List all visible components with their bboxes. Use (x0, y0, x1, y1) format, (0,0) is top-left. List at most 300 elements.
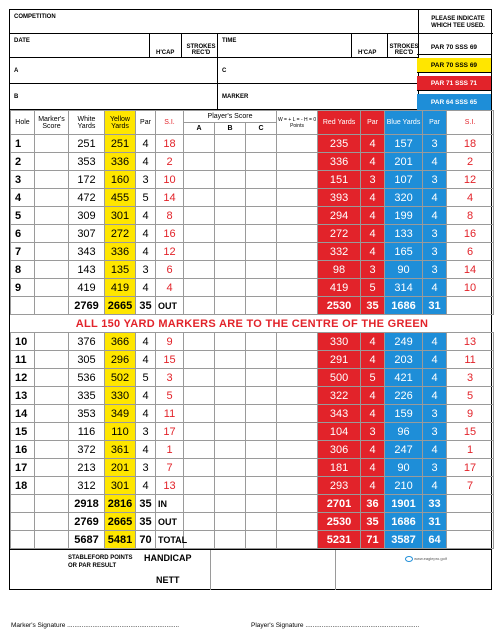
score-b-cell[interactable] (215, 369, 246, 387)
eaglepro-logo-icon (405, 556, 413, 562)
blue-par: 3 (423, 261, 447, 279)
blank-cell (447, 531, 494, 549)
total-score-b[interactable] (215, 531, 246, 549)
strokes-recd-label: STROKES REC'D (186, 44, 216, 56)
white-yards: 353 (69, 153, 105, 171)
tee-red[interactable]: PAR 71 SSS 71 (417, 76, 491, 91)
blank-cell (11, 297, 35, 315)
white-yards: 143 (69, 261, 105, 279)
total-label: TOTAL (156, 531, 184, 549)
please-indicate-label: PLEASE INDICATE WHICH TEE USED. (431, 16, 485, 29)
par: 4 (136, 387, 156, 405)
scorecard-footer (10, 549, 491, 589)
hole-number: 10 (11, 333, 35, 351)
strokes-recd-label-2: STROKES REC'D (389, 44, 419, 56)
hole-number: 18 (11, 477, 35, 495)
blank-cell (447, 297, 494, 315)
blue-yards: 133 (385, 225, 423, 243)
score-a-cell[interactable] (184, 405, 215, 423)
white-yards: 309 (69, 207, 105, 225)
score-a-cell[interactable] (184, 441, 215, 459)
blue-stroke-index: 3 (447, 369, 494, 387)
markers-score-cell[interactable] (35, 243, 69, 261)
stroke-index: 2 (156, 153, 184, 171)
stroke-index: 13 (156, 477, 184, 495)
score-a-cell[interactable] (184, 261, 215, 279)
hole-number: 7 (11, 243, 35, 261)
nett-label: NETT (156, 575, 180, 585)
stroke-index: 3 (156, 369, 184, 387)
scorecard-header (10, 10, 491, 110)
website-text: www.eaglepro.golf (405, 556, 447, 562)
blue-stroke-index: 7 (447, 477, 494, 495)
points-cell[interactable] (277, 441, 318, 459)
stroke-index: 5 (156, 387, 184, 405)
points-cell[interactable] (277, 423, 318, 441)
par: 4 (136, 441, 156, 459)
total-score-b[interactable] (215, 495, 246, 513)
hole-row-10 (11, 333, 494, 351)
points-cell[interactable] (277, 405, 318, 423)
points-cell[interactable] (277, 459, 318, 477)
hole-row-12 (11, 369, 494, 387)
col-markers-score: Marker's Score (35, 111, 69, 135)
score-a-cell[interactable] (184, 369, 215, 387)
par: 4 (136, 279, 156, 297)
score-c-cell[interactable] (246, 477, 277, 495)
red-par: 5 (361, 369, 385, 387)
yellow-yards: 301 (105, 207, 136, 225)
stroke-index: 18 (156, 135, 184, 153)
blue-stroke-index: 18 (447, 135, 494, 153)
tee-blue[interactable]: PAR 64 SSS 65 (417, 94, 491, 110)
score-a-cell[interactable] (184, 351, 215, 369)
score-b-cell[interactable] (215, 351, 246, 369)
points-cell[interactable] (277, 243, 318, 261)
col-red-yards: Red Yards (318, 111, 361, 135)
points-cell[interactable] (277, 135, 318, 153)
score-c-cell[interactable] (246, 369, 277, 387)
tee-yellow[interactable]: PAR 70 SSS 69 (417, 58, 491, 73)
score-b-cell[interactable] (215, 225, 246, 243)
total-score-b[interactable] (215, 297, 246, 315)
par: 3 (136, 459, 156, 477)
score-c-cell[interactable] (246, 153, 277, 171)
red-yards: 98 (318, 261, 361, 279)
score-c-cell[interactable] (246, 225, 277, 243)
par: 4 (136, 477, 156, 495)
hole-number: 5 (11, 207, 35, 225)
stroke-index: 4 (156, 279, 184, 297)
blank-cell (35, 297, 69, 315)
yellow-yards: 502 (105, 369, 136, 387)
red-par: 4 (361, 135, 385, 153)
score-a-cell[interactable] (184, 135, 215, 153)
total-par: 35 (136, 297, 156, 315)
markers-score-cell[interactable] (35, 423, 69, 441)
total-blue-yards: 3587 (385, 531, 423, 549)
markers-score-cell[interactable] (35, 207, 69, 225)
red-yards: 393 (318, 189, 361, 207)
par: 4 (136, 207, 156, 225)
hole-row-14 (11, 405, 494, 423)
points-cell[interactable] (277, 153, 318, 171)
par: 3 (136, 171, 156, 189)
white-yards: 213 (69, 459, 105, 477)
blue-par: 3 (423, 459, 447, 477)
total-score-c[interactable] (246, 495, 277, 513)
player-a-label: A (14, 68, 19, 74)
red-par: 4 (361, 459, 385, 477)
markers-score-cell[interactable] (35, 387, 69, 405)
score-c-cell[interactable] (246, 423, 277, 441)
col-white-yards: White Yards (69, 111, 105, 135)
par: 4 (136, 351, 156, 369)
blue-stroke-index: 11 (447, 351, 494, 369)
red-par: 4 (361, 477, 385, 495)
points-cell[interactable] (277, 477, 318, 495)
score-b-cell[interactable] (215, 405, 246, 423)
points-cell[interactable] (277, 261, 318, 279)
hole-number: 17 (11, 459, 35, 477)
total-score-a[interactable] (184, 531, 215, 549)
points-cell[interactable] (277, 351, 318, 369)
blue-par: 4 (423, 441, 447, 459)
player-c-label: C (222, 68, 227, 74)
blue-stroke-index: 15 (447, 423, 494, 441)
score-c-cell[interactable] (246, 387, 277, 405)
stroke-index: 16 (156, 225, 184, 243)
total-red-par: 35 (361, 513, 385, 531)
stroke-index: 1 (156, 441, 184, 459)
blue-yards: 421 (385, 369, 423, 387)
par: 4 (136, 333, 156, 351)
red-yards: 336 (318, 153, 361, 171)
stableford-label: STABLEFORD POINTS OR PAR RESULT (68, 555, 133, 569)
score-a-cell[interactable] (184, 243, 215, 261)
total-yellow-yards: 2665 (105, 297, 136, 315)
hole-row-17 (11, 459, 494, 477)
blue-yards: 96 (385, 423, 423, 441)
out-total (11, 297, 494, 315)
white-yards: 172 (69, 171, 105, 189)
blue-stroke-index: 13 (447, 333, 494, 351)
blue-par: 3 (423, 243, 447, 261)
total-red-yards: 5231 (318, 531, 361, 549)
score-b-cell[interactable] (215, 477, 246, 495)
col-players-score: Player's Score (184, 111, 277, 123)
score-c-cell[interactable] (246, 207, 277, 225)
total-label: IN (156, 495, 184, 513)
blue-stroke-index: 4 (447, 189, 494, 207)
score-b-cell[interactable] (215, 135, 246, 153)
white-yards: 419 (69, 279, 105, 297)
yellow-yards: 272 (105, 225, 136, 243)
par: 4 (136, 225, 156, 243)
score-c-cell[interactable] (246, 405, 277, 423)
par: 4 (136, 243, 156, 261)
blank-cell (11, 531, 35, 549)
total-points[interactable] (277, 513, 318, 531)
blue-yards: 314 (385, 279, 423, 297)
yellow-yards: 336 (105, 153, 136, 171)
score-c-cell[interactable] (246, 459, 277, 477)
total-points[interactable] (277, 495, 318, 513)
stroke-index: 11 (156, 405, 184, 423)
score-b-cell[interactable] (215, 243, 246, 261)
time-label: TIME (222, 38, 237, 44)
blue-yards: 210 (385, 477, 423, 495)
total-yellow-yards: 5481 (105, 531, 136, 549)
total-white-yards: 2769 (69, 297, 105, 315)
yellow-yards: 110 (105, 423, 136, 441)
total-red-yards: 2701 (318, 495, 361, 513)
score-c-cell[interactable] (246, 351, 277, 369)
markers-score-cell[interactable] (35, 261, 69, 279)
yellow-yards: 201 (105, 459, 136, 477)
stroke-index: 9 (156, 333, 184, 351)
score-a-cell[interactable] (184, 225, 215, 243)
yellow-yards: 251 (105, 135, 136, 153)
red-yards: 293 (318, 477, 361, 495)
handicap-box[interactable] (210, 550, 336, 590)
points-cell[interactable] (277, 333, 318, 351)
score-b-cell[interactable] (215, 459, 246, 477)
hole-row-4 (11, 189, 494, 207)
markers-score-cell[interactable] (35, 171, 69, 189)
blue-stroke-index: 10 (447, 279, 494, 297)
markers-signature[interactable]: Marker's Signature .............................................................. (11, 622, 180, 629)
total-score-c[interactable] (246, 297, 277, 315)
markers-score-cell[interactable] (35, 225, 69, 243)
hole-row-2 (11, 153, 494, 171)
par: 3 (136, 261, 156, 279)
total-par: 35 (136, 513, 156, 531)
blank-cell (35, 495, 69, 513)
blue-yards: 90 (385, 459, 423, 477)
white-yards: 376 (69, 333, 105, 351)
blue-par: 4 (423, 333, 447, 351)
hole-number: 4 (11, 189, 35, 207)
yellow-yards: 349 (105, 405, 136, 423)
points-cell[interactable] (277, 171, 318, 189)
total-score-a[interactable] (184, 495, 215, 513)
total-points[interactable] (277, 531, 318, 549)
markers-score-cell[interactable] (35, 351, 69, 369)
blue-yards: 165 (385, 243, 423, 261)
total-red-par: 36 (361, 495, 385, 513)
stroke-index: 14 (156, 189, 184, 207)
red-par: 4 (361, 189, 385, 207)
total-blue-par: 31 (423, 297, 447, 315)
blue-yards: 226 (385, 387, 423, 405)
stroke-index: 10 (156, 171, 184, 189)
hole-number: 11 (11, 351, 35, 369)
red-par: 3 (361, 261, 385, 279)
score-a-cell[interactable] (184, 171, 215, 189)
total-score-c[interactable] (246, 513, 277, 531)
par: 4 (136, 153, 156, 171)
score-a-cell[interactable] (184, 387, 215, 405)
col-par: Par (136, 111, 156, 135)
points-cell[interactable] (277, 225, 318, 243)
markers-score-cell[interactable] (35, 189, 69, 207)
score-a-cell[interactable] (184, 423, 215, 441)
points-cell[interactable] (277, 207, 318, 225)
red-yards: 322 (318, 387, 361, 405)
blue-par: 3 (423, 405, 447, 423)
blue-par: 3 (423, 423, 447, 441)
par: 5 (136, 189, 156, 207)
score-c-cell[interactable] (246, 279, 277, 297)
red-par: 4 (361, 405, 385, 423)
score-c-cell[interactable] (246, 333, 277, 351)
score-b-cell[interactable] (215, 207, 246, 225)
col-points: W = + L = - H = 0 Points (277, 111, 318, 135)
markers-score-cell[interactable] (35, 333, 69, 351)
blue-yards: 203 (385, 351, 423, 369)
points-cell[interactable] (277, 189, 318, 207)
yellow-yards: 160 (105, 171, 136, 189)
score-b-cell[interactable] (215, 387, 246, 405)
handicap-label: HANDICAP (144, 553, 192, 563)
red-par: 5 (361, 279, 385, 297)
total-score-a[interactable] (184, 513, 215, 531)
markers-score-cell[interactable] (35, 135, 69, 153)
score-c-cell[interactable] (246, 171, 277, 189)
tee-white[interactable]: PAR 70 SSS 69 (417, 40, 491, 55)
red-par: 4 (361, 207, 385, 225)
markers-score-cell[interactable] (35, 369, 69, 387)
blue-par: 3 (423, 225, 447, 243)
totals (11, 495, 494, 549)
blue-stroke-index: 1 (447, 441, 494, 459)
blue-stroke-index: 8 (447, 207, 494, 225)
markers-score-cell[interactable] (35, 153, 69, 171)
total-points[interactable] (277, 297, 318, 315)
hcap-label: H'CAP (156, 50, 175, 56)
markers-score-cell[interactable] (35, 459, 69, 477)
score-b-cell[interactable] (215, 333, 246, 351)
points-cell[interactable] (277, 369, 318, 387)
hole-number: 13 (11, 387, 35, 405)
hole-row-11 (11, 351, 494, 369)
blue-yards: 199 (385, 207, 423, 225)
total-white-yards: 5687 (69, 531, 105, 549)
total-score-a[interactable] (184, 297, 215, 315)
score-c-cell[interactable] (246, 441, 277, 459)
points-cell[interactable] (277, 279, 318, 297)
total-red-par: 35 (361, 297, 385, 315)
blue-yards: 159 (385, 405, 423, 423)
score-a-cell[interactable] (184, 153, 215, 171)
score-a-cell[interactable] (184, 459, 215, 477)
hole-row-15 (11, 423, 494, 441)
hole-number: 14 (11, 405, 35, 423)
score-a-cell[interactable] (184, 279, 215, 297)
score-c-cell[interactable] (246, 189, 277, 207)
white-yards: 372 (69, 441, 105, 459)
red-par: 4 (361, 441, 385, 459)
blue-par: 4 (423, 387, 447, 405)
total-score-c[interactable] (246, 531, 277, 549)
score-c-cell[interactable] (246, 135, 277, 153)
red-par: 3 (361, 423, 385, 441)
hole-number: 8 (11, 261, 35, 279)
stroke-index: 6 (156, 261, 184, 279)
blue-stroke-index: 17 (447, 459, 494, 477)
score-b-cell[interactable] (215, 279, 246, 297)
score-b-cell[interactable] (215, 261, 246, 279)
blue-par: 3 (423, 135, 447, 153)
hole-row-18 (11, 477, 494, 495)
score-a-cell[interactable] (184, 477, 215, 495)
score-table (10, 110, 494, 549)
out-holes (11, 135, 494, 297)
yellow-yards: 366 (105, 333, 136, 351)
total-score-b[interactable] (215, 513, 246, 531)
blue-yards: 157 (385, 135, 423, 153)
score-b-cell[interactable] (215, 171, 246, 189)
col-blue-yards: Blue Yards (385, 111, 423, 135)
hole-row-7 (11, 243, 494, 261)
hole-number: 3 (11, 171, 35, 189)
markers-score-cell[interactable] (35, 477, 69, 495)
hole-row-8 (11, 261, 494, 279)
score-c-cell[interactable] (246, 261, 277, 279)
score-b-cell[interactable] (215, 189, 246, 207)
out-total-row (11, 297, 494, 315)
score-a-cell[interactable] (184, 207, 215, 225)
hole-row-6 (11, 225, 494, 243)
score-a-cell[interactable] (184, 189, 215, 207)
hole-number: 16 (11, 441, 35, 459)
total-label: OUT (156, 297, 184, 315)
points-cell[interactable] (277, 387, 318, 405)
yellow-yards: 296 (105, 351, 136, 369)
markers-score-cell[interactable] (35, 405, 69, 423)
yellow-yards: 455 (105, 189, 136, 207)
hcap-label-2: H'CAP (358, 50, 377, 56)
in-holes (11, 333, 494, 495)
blank-cell (447, 495, 494, 513)
red-yards: 306 (318, 441, 361, 459)
total-yellow-yards: 2665 (105, 513, 136, 531)
red-yards: 332 (318, 243, 361, 261)
yellow-yards: 336 (105, 243, 136, 261)
par: 4 (136, 135, 156, 153)
hole-row-1 (11, 135, 494, 153)
score-b-cell[interactable] (215, 153, 246, 171)
markers-score-cell[interactable] (35, 441, 69, 459)
scorecard (9, 9, 492, 590)
blue-stroke-index: 12 (447, 171, 494, 189)
blue-par: 4 (423, 351, 447, 369)
markers-score-cell[interactable] (35, 279, 69, 297)
red-yards: 330 (318, 333, 361, 351)
players-signature[interactable]: Player's Signature ............................................................... (251, 622, 420, 629)
red-yards: 419 (318, 279, 361, 297)
total-red-yards: 2530 (318, 297, 361, 315)
blank-cell (447, 513, 494, 531)
blue-yards: 249 (385, 333, 423, 351)
total-red-par: 71 (361, 531, 385, 549)
score-b-cell[interactable] (215, 423, 246, 441)
score-c-cell[interactable] (246, 243, 277, 261)
score-a-cell[interactable] (184, 333, 215, 351)
score-b-cell[interactable] (215, 441, 246, 459)
in-total-row (11, 495, 494, 513)
